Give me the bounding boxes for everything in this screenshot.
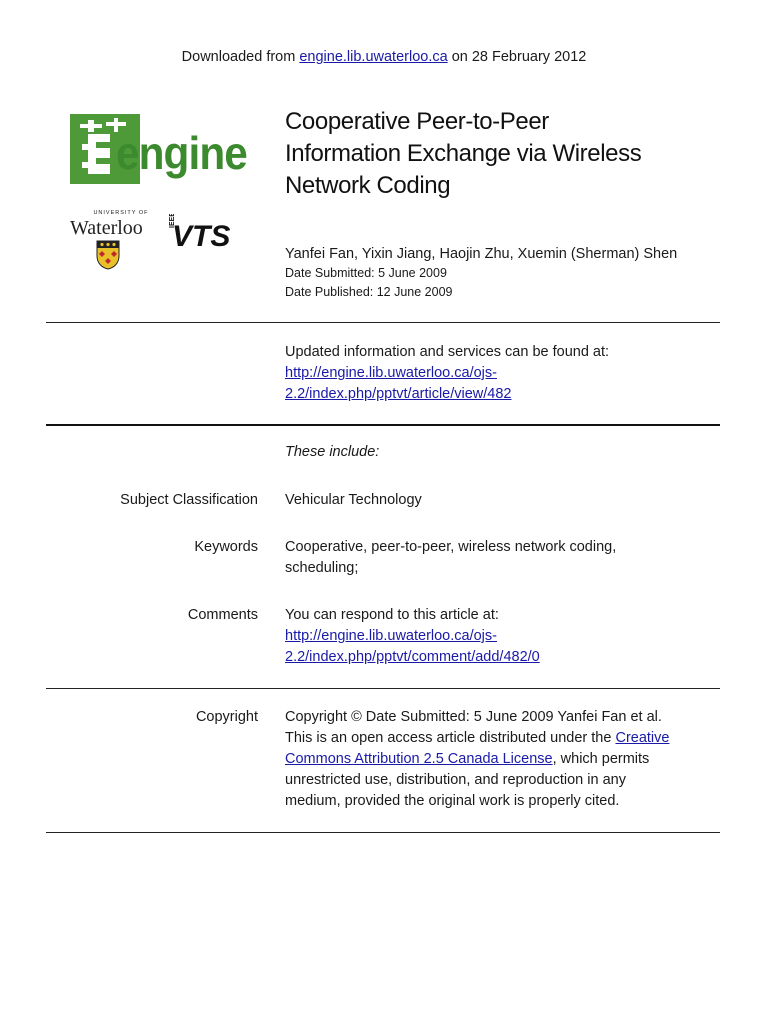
university-label: UNIVERSITY OF <box>93 210 149 216</box>
download-source-link[interactable]: engine.lib.uwaterloo.ca <box>299 49 448 65</box>
article-title: Cooperative Peer-to-Peer Information Exchange via Wireless Network Coding <box>285 108 642 199</box>
article-view-link-line1[interactable]: http://engine.lib.uwaterloo.ca/ojs- <box>285 365 497 381</box>
waterloo-wordmark: Waterloo <box>70 217 143 239</box>
copyright-value: Copyright © Date Submitted: 5 June 2009 Yanfei Fan et al. This is an open access article distributed under the Creative Commons Attribution 2.5 Canada License, which permits unrestricted use, distribution, and reproduction in any medium, provided the original work is properly cited. <box>285 709 670 809</box>
these-include-label: These include: <box>285 444 380 460</box>
divider <box>46 832 720 833</box>
vts-ieee-text: IEEE <box>169 214 176 228</box>
subject-classification-value: Vehicular Technology <box>285 492 422 508</box>
comment-link-line1[interactable]: http://engine.lib.uwaterloo.ca/ojs- <box>285 628 497 644</box>
engine-logo <box>70 114 246 186</box>
article-authors: Yanfei Fan, Yixin Jiang, Haojin Zhu, Xuemin (Sherman) Shen <box>285 246 678 262</box>
subject-classification-label: Subject Classification <box>120 492 258 508</box>
divider <box>46 424 720 426</box>
download-notice: Downloaded from engine.lib.uwaterloo.ca on 28 February 2012 <box>181 49 587 65</box>
divider <box>46 688 720 689</box>
comment-link-line2[interactable]: 2.2/index.php/pptvt/comment/add/482/0 <box>285 649 540 665</box>
article-view-link-line2[interactable]: 2.2/index.php/pptvt/article/view/482 <box>285 386 512 402</box>
divider <box>46 322 720 323</box>
vts-wordmark-text: VTS <box>172 220 231 250</box>
keywords-value: Cooperative, peer-to-peer, wireless network coding, scheduling; <box>285 539 617 576</box>
date-submitted: Date Submitted: 5 June 2009 <box>285 266 447 280</box>
comments-label: Comments <box>187 607 258 623</box>
comments-value: You can respond to this article at: http://engine.lib.uwaterloo.ca/ojs- 2.2/index.php/pptvt/comment/add/482/0 <box>285 607 540 665</box>
waterloo-crest-icon <box>96 240 120 270</box>
date-published: Date Published: 12 June 2009 <box>285 285 453 299</box>
vts-logo-graphic <box>168 214 248 250</box>
license-link-part2[interactable]: Commons Attribution 2.5 Canada License <box>285 751 553 767</box>
vts-logo <box>168 214 248 250</box>
keywords-label: Keywords <box>194 539 258 555</box>
copyright-label: Copyright <box>195 709 258 725</box>
engine-wordmark: engine <box>116 127 247 179</box>
updated-info: Updated information and services can be found at: http://engine.lib.uwaterloo.ca/ojs- 2.2/index.php/pptvt/article/view/482 <box>285 344 610 402</box>
license-link-part1[interactable]: Creative <box>615 730 670 746</box>
